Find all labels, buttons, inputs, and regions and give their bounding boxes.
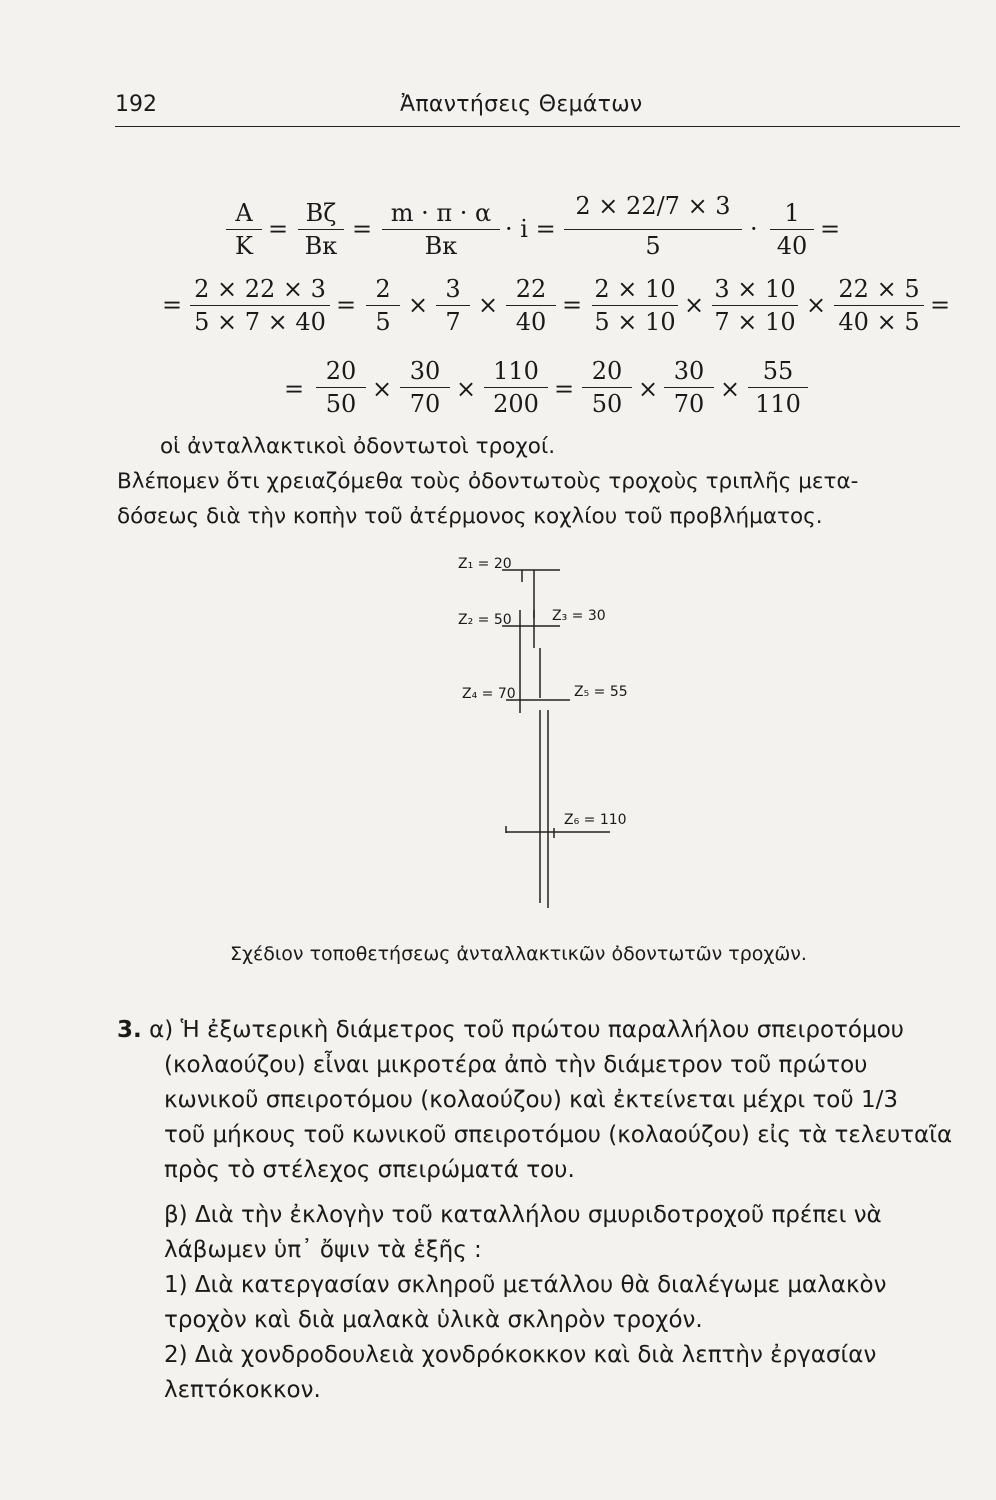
- fraction: 110 200: [484, 356, 548, 419]
- section-line: τοῦ μήκους τοῦ κωνικοῦ σπειροτόμου (κολαούζου) εἰς τὰ τελευταῖα: [164, 1122, 953, 1148]
- fraction: 1 40: [770, 198, 814, 261]
- fraction: 2 × 10 5 × 10: [592, 274, 678, 337]
- section-line: 2) Διὰ χονδροδουλειὰ χονδρόκοκκον καὶ διὰ λεπτὴν ἐργασίαν: [164, 1342, 877, 1368]
- times-i-equals: · i =: [505, 215, 556, 243]
- gear-placement-diagram: [440, 548, 680, 932]
- fraction: m · π · α Bκ: [382, 198, 500, 261]
- text-line: οἱ ἀνταλλακτικοὶ ὀδοντωτοὶ τροχοί.: [160, 434, 556, 459]
- figure-caption: Σχέδιον τοποθετήσεως ἀνταλλακτικῶν ὀδοντωτῶν τροχῶν.: [230, 943, 807, 965]
- section-line: πρὸς τὸ στέλεχος σπειρώματά του.: [164, 1157, 575, 1183]
- fraction: 20 50: [316, 356, 366, 419]
- fraction: 2 × 22 × 3 5 × 7 × 40: [190, 274, 330, 337]
- section-line: λάβωμεν ὑπ᾽ ὄψιν τὰ ἑξῆς :: [164, 1237, 482, 1263]
- fraction: 22 40: [506, 274, 556, 337]
- fraction: 22 × 5 40 × 5: [834, 274, 924, 337]
- page-header: [115, 92, 960, 127]
- text-line: δόσεως διὰ τὴν κοπὴν τοῦ ἀτέρμονος κοχλίου τοῦ προβλήματος.: [117, 504, 823, 529]
- fraction: 2 5: [366, 274, 400, 337]
- fraction: 2 × 22/7 × 3 5: [564, 184, 742, 261]
- fraction: Bζ Bκ: [298, 198, 344, 261]
- times-sign: ×: [456, 375, 477, 403]
- gear-z6-label: Z₆ = 110: [564, 812, 627, 828]
- equals-sign: =: [162, 291, 183, 319]
- equals-sign: =: [562, 291, 583, 319]
- times-sign: ×: [806, 291, 827, 319]
- gear-z1-label: Z₁ = 20: [458, 556, 512, 572]
- running-title: Ἀπαντήσεις Θεμάτων: [400, 92, 643, 117]
- fraction: 55 110: [748, 356, 808, 419]
- section-line: (κολαούζου) εἶναι μικροτέρα ἀπὸ τὴν διάμετρον τοῦ πρώτου: [164, 1052, 868, 1078]
- fraction: 30 70: [664, 356, 714, 419]
- times-sign: ×: [478, 291, 499, 319]
- equals-sign: =: [352, 215, 373, 243]
- gear-z4-label: Z₄ = 70: [462, 686, 516, 702]
- fraction: 20 50: [582, 356, 632, 419]
- gear-z3-label: Z₃ = 30: [552, 608, 606, 624]
- section-line: 3. α) Ἡ ἐξωτερικὴ διάμετρος τοῦ πρώτου παραλλήλου σπειροτόμου: [117, 1017, 904, 1043]
- gear-z5-label: Z₅ = 55: [574, 684, 628, 700]
- times-sign: ×: [372, 375, 393, 403]
- fraction: A K: [226, 198, 262, 261]
- equals-sign: =: [820, 215, 841, 243]
- page-number: 192: [115, 92, 157, 117]
- equals-sign: =: [336, 291, 357, 319]
- text-line: Βλέπομεν ὅτι χρειαζόμεθα τοὺς ὀδοντωτοὺς τροχοὺς τριπλῆς μετα-: [117, 469, 859, 494]
- gear-diagram-svg: [440, 548, 680, 928]
- fraction: 3 × 10 7 × 10: [712, 274, 798, 337]
- section-number: 3.: [117, 1017, 142, 1043]
- times-sign: ×: [408, 291, 429, 319]
- fraction: 3 7: [436, 274, 470, 337]
- section-line: λεπτόκοκκον.: [164, 1377, 321, 1403]
- times-sign: ×: [720, 375, 741, 403]
- times-sign: ×: [684, 291, 705, 319]
- section-line: 1) Διὰ κατεργασίαν σκληροῦ μετάλλου θὰ διαλέγωμε μαλακὸν: [164, 1272, 887, 1298]
- section-line: τροχὸν καὶ διὰ μαλακὰ ὑλικὰ σκληρὸν τροχόν.: [164, 1307, 703, 1333]
- gear-z2-label: Z₂ = 50: [458, 612, 512, 628]
- fraction: 30 70: [400, 356, 450, 419]
- equals-sign: =: [284, 375, 305, 403]
- equals-sign: =: [268, 215, 289, 243]
- dot: ·: [750, 215, 758, 243]
- section-line: κωνικοῦ σπειροτόμου (κολαούζου) καὶ ἐκτείνεται μέχρι τοῦ 1/3: [164, 1087, 899, 1113]
- equals-sign: =: [930, 291, 951, 319]
- section-line: β) Διὰ τὴν ἐκλογὴν τοῦ καταλλήλου σμυριδοτροχοῦ πρέπει νὰ: [164, 1202, 882, 1228]
- times-sign: ×: [638, 375, 659, 403]
- equals-sign: =: [554, 375, 575, 403]
